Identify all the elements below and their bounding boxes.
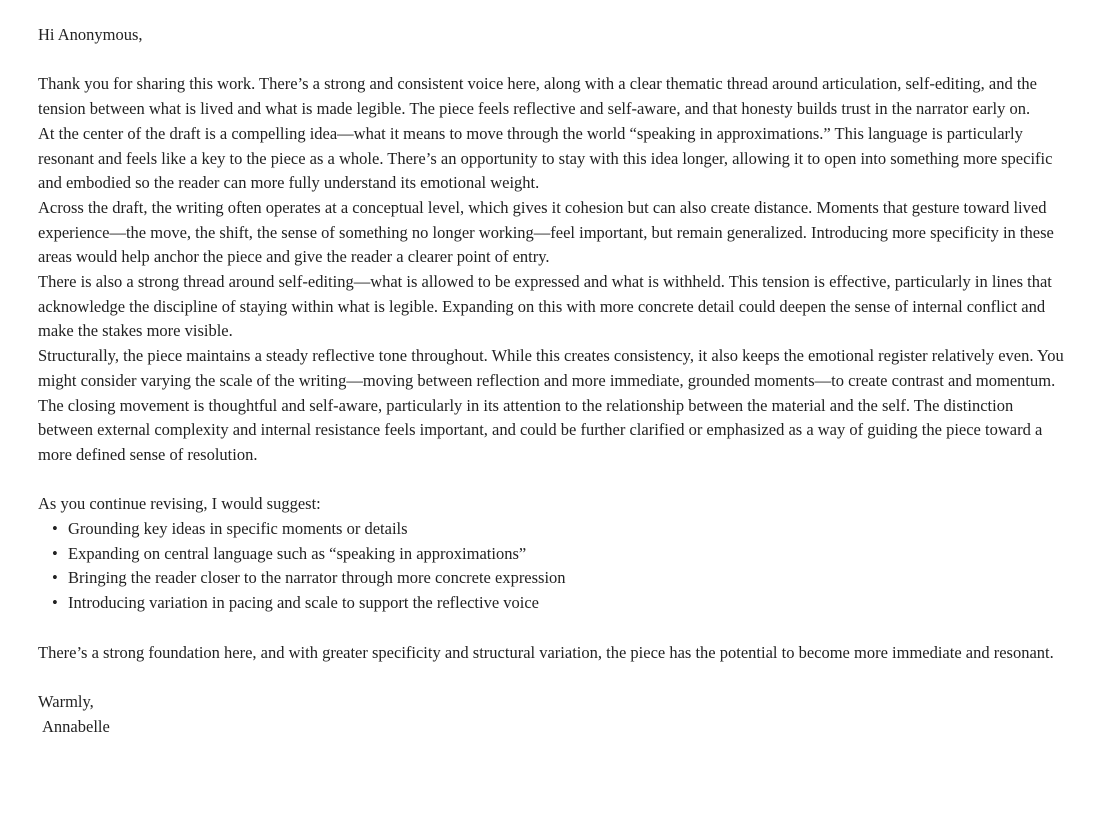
suggestion-item: • Grounding key ideas in specific moments or details [38,517,1068,542]
spacer [38,665,1068,690]
spacer [38,468,1068,493]
spacer [38,616,1068,641]
suggestion-item: • Introducing variation in pacing and scale to support the reflective voice [38,591,1068,616]
body-paragraph-3: Across the draft, the writing often operates at a conceptual level, which gives it cohesion but can also create distance. Moments that gesture toward lived experience—the move, the shift, the sense of something no longer working—feel important, but remain generalized. Introducing more specificity in these areas would help anchor the piece and give the reader a clearer point of entry. [38,197,1054,267]
body-paragraph-1: Thank you for sharing this work. There’s a strong and consistent voice here, along with a clear thematic thread around articulation, self-editing, and the tension between what is lived and what is made legible. The piece feels reflective and self-aware, and that honesty builds trust in the narrator early on. [38,74,1038,119]
signoff: Warmly, [38,691,94,711]
body-paragraph-6: The closing movement is thoughtful and self-aware, particularly in its attention to the relationship between the material and the self. The distinction between external complexity and internal resistance feels important, and could be further clarified or emphasized as a way of guiding the piece toward a more defined sense of resolution. [38,395,1043,464]
body-paragraph-4: There is also a strong thread around self-editing—what is allowed to be expressed and what is withheld. This tension is effective, particularly in lines that acknowledge the discipline of staying within what is legible. Expanding on this with more concrete detail could deepen the sense of internal conflict and make the stakes more visible. [38,272,1052,341]
spacer [38,48,1068,73]
signature-name: Annabelle [42,716,110,736]
suggestion-item: • Expanding on central language such as “speaking in approximations” [38,542,1068,567]
body-paragraph-5: Structurally, the piece maintains a steady reflective tone throughout. While this creates consistency, it also keeps the emotional register relatively even. You might consider varying the scale of the writing—moving between reflection and more immediate, grounded moments—to create contrast and momentum. [38,346,1064,390]
suggestions-intro: As you continue revising, I would suggest: [38,494,321,514]
suggestion-item: • Bringing the reader closer to the narrator through more concrete expression [38,566,1068,591]
body-paragraph-2: At the center of the draft is a compelling idea—what it means to move through the world “speaking in approximations.” This language is particularly resonant and feels like a key to the piece as a whole. There’s an opportunity to stay with this idea longer, allowing it to open into something more specific and embodied so the reader can more fully understand its emotional weight. [38,123,1053,193]
greeting: Hi Anonymous, [38,25,143,44]
closing-paragraph: There’s a strong foundation here, and with greater specificity and structural variation, the piece has the potential to become more immediate and resonant. [38,642,1054,662]
suggestions-list [38,517,1068,616]
feedback-letter [38,23,1068,739]
